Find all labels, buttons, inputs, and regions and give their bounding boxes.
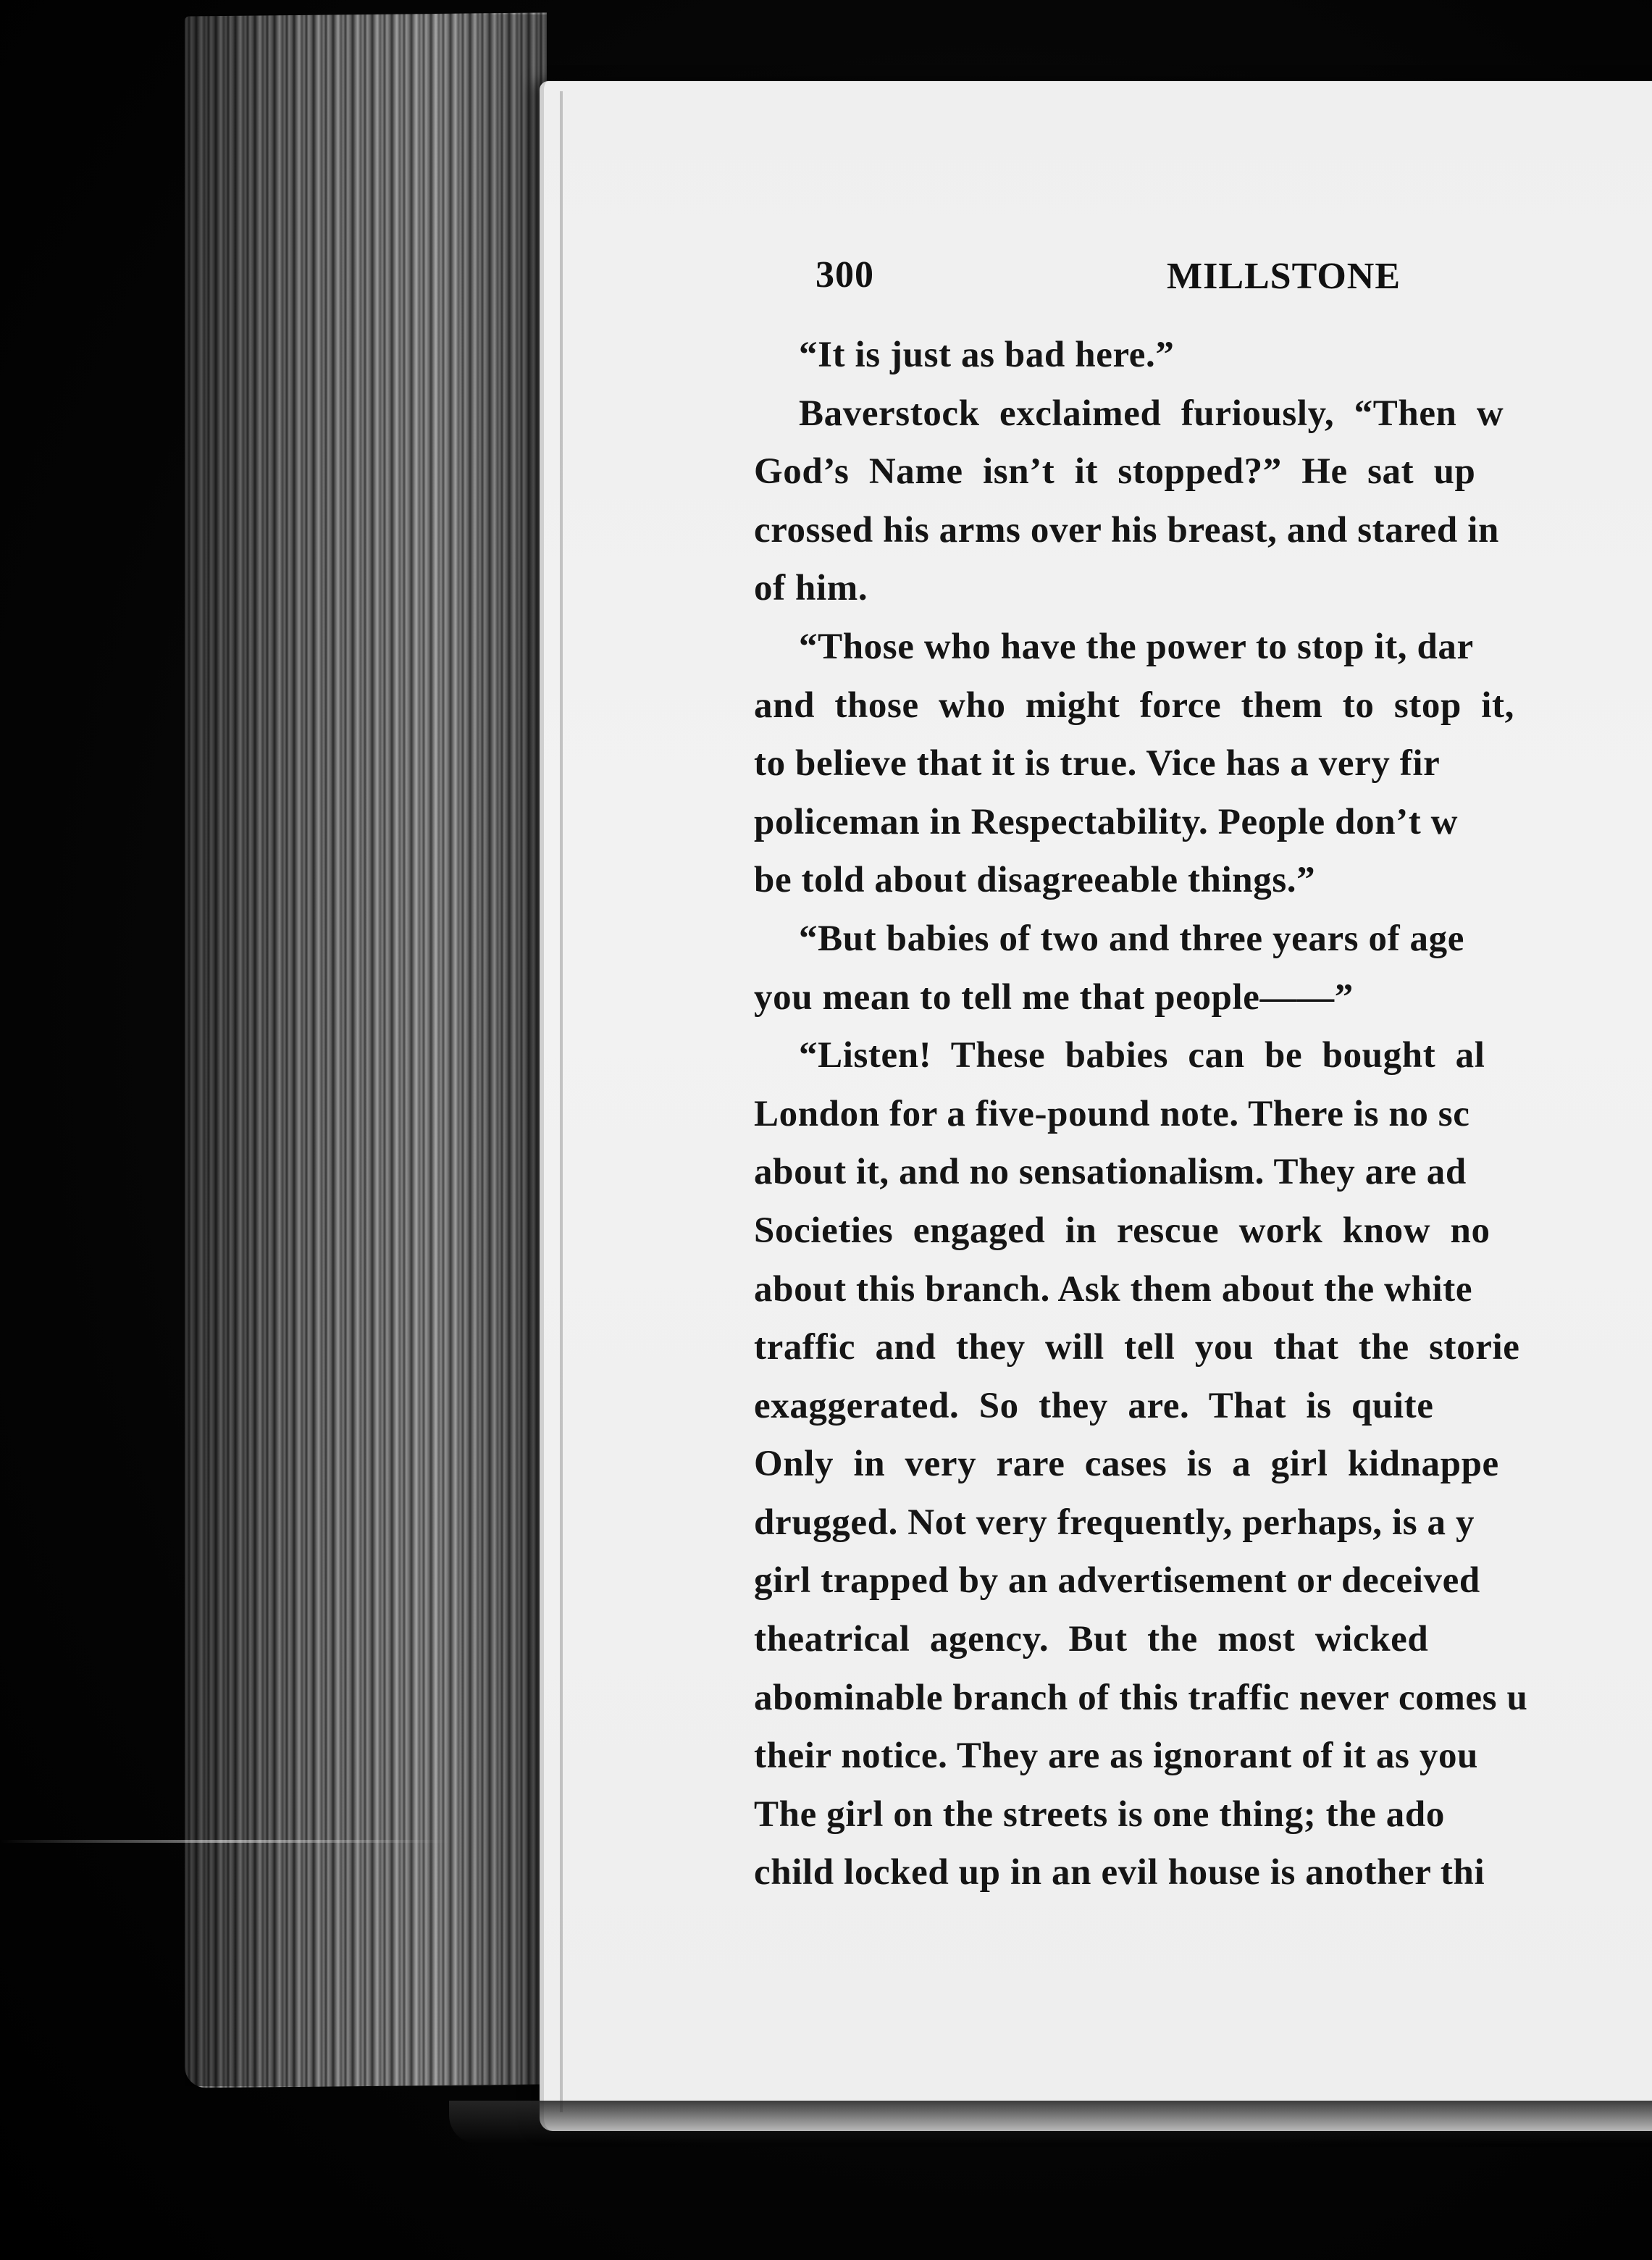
- book-page: [540, 81, 1652, 2131]
- text-line: crossed his arms over his breast, and stared in: [754, 509, 1499, 551]
- text-line: about this branch. Ask them about the white: [754, 1268, 1473, 1310]
- text-line: you mean to tell me that people——”: [754, 976, 1354, 1018]
- text-line: drugged. Not very frequently, perhaps, is a y: [754, 1502, 1475, 1543]
- page-edge-line: [560, 91, 563, 2112]
- text-line: about it, and no sensationalism. They are ad: [754, 1152, 1467, 1193]
- text-line: theatrical agency. But the most wicked: [754, 1619, 1429, 1660]
- text-line: and those who might force them to stop it,: [754, 685, 1514, 726]
- running-title: MILLSTONE: [1167, 256, 1401, 297]
- text-line: of him.: [754, 568, 868, 609]
- text-line: their notice. They are as ignorant of it as you: [754, 1736, 1479, 1777]
- text-line: “Listen! These babies can be bought al: [799, 1035, 1485, 1076]
- text-line: exaggerated. So they are. That is quite: [754, 1385, 1434, 1426]
- page-header: [544, 254, 1652, 311]
- text-line: The girl on the streets is one thing; the ado: [754, 1794, 1445, 1835]
- text-line: London for a five-pound note. There is no sc: [754, 1093, 1470, 1134]
- book-bottom-shadow: [449, 2101, 1652, 2144]
- text-line: girl trapped by an advertisement or deceived: [754, 1560, 1480, 1602]
- text-line: be told about disagreeable things.”: [754, 860, 1316, 901]
- text-line: Societies engaged in rescue work know no: [754, 1210, 1490, 1251]
- page-edges-shading: [185, 14, 547, 2086]
- text-line: traffic and they will tell you that the storie: [754, 1327, 1520, 1368]
- scan-glare-line: [0, 1840, 449, 1843]
- text-line: God’s Name isn’t it stopped?” He sat up: [754, 451, 1476, 493]
- text-line: Baverstock exclaimed furiously, “Then w: [799, 393, 1504, 434]
- text-line: child locked up in an evil house is another thi: [754, 1852, 1485, 1893]
- text-line: “Those who have the power to stop it, dar: [799, 626, 1474, 667]
- text-line: policeman in Respectability. People don’t w: [754, 801, 1459, 842]
- text-line: “It is just as bad here.”: [799, 335, 1175, 375]
- text-line: “But babies of two and three years of age: [799, 918, 1464, 959]
- text-line: to believe that it is true. Vice has a very fir: [754, 743, 1441, 784]
- text-line: Only in very rare cases is a girl kidnappe: [754, 1444, 1499, 1485]
- page-number: 300: [815, 254, 874, 296]
- body-text: [754, 326, 1652, 1902]
- text-line: abominable branch of this traffic never comes u: [754, 1677, 1528, 1718]
